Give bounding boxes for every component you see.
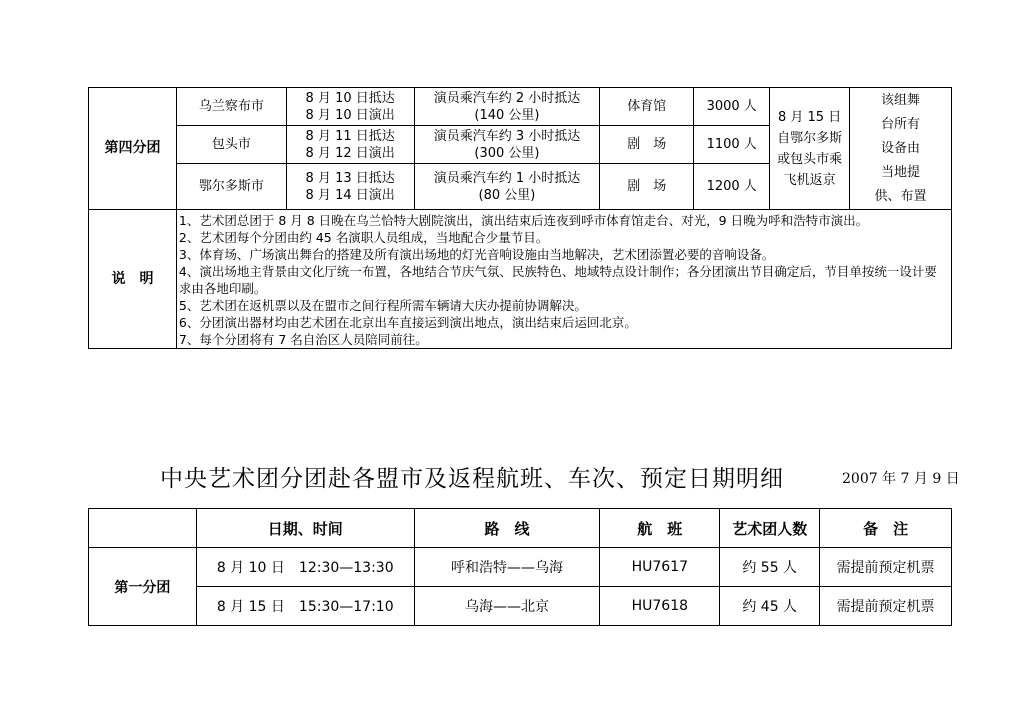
date-cell xyxy=(286,88,414,126)
capacity-cell: 1200 人 xyxy=(694,164,770,210)
travel-distance: (140 公里) xyxy=(474,107,540,123)
travel-cell xyxy=(414,126,600,164)
equipment-line: 台所有 xyxy=(881,116,921,132)
travel-cell xyxy=(414,164,600,210)
travel-text: 演员乘汽车约 2 小时抵达 xyxy=(433,90,581,106)
table-row xyxy=(89,548,952,587)
header-cell xyxy=(89,509,197,548)
equipment-cell xyxy=(850,88,952,210)
count-cell: 约 45 人 xyxy=(720,587,820,626)
return-line: 或包头市乘 xyxy=(777,151,843,167)
venue-cell: 剧 场 xyxy=(600,126,694,164)
return-line: 飞机返京 xyxy=(783,172,836,188)
show-date: 8 月 12 日演出 xyxy=(305,145,395,161)
table-row xyxy=(89,88,952,126)
date-cell xyxy=(286,126,414,164)
note-item: 2、艺术团每个分团由约 45 名演职人员组成，当地配合少量节目。 xyxy=(178,230,549,245)
route-cell: 乌海——北京 xyxy=(414,587,600,626)
table-row xyxy=(89,587,952,626)
return-line: 8 月 15 日 xyxy=(778,109,842,125)
notes-row xyxy=(89,210,952,349)
capacity-cell: 1100 人 xyxy=(694,126,770,164)
flight-cell: HU7617 xyxy=(600,548,720,587)
travel-text: 演员乘汽车约 3 小时抵达 xyxy=(433,128,581,144)
travel-cell xyxy=(414,88,600,126)
note-item: 5、艺术团在返机票以及在盟市之间行程所需车辆请大庆办提前协调解决。 xyxy=(178,298,587,313)
equipment-line: 该组舞 xyxy=(881,92,921,108)
header-cell: 艺术团人数 xyxy=(720,509,820,548)
city-cell: 乌兰察布市 xyxy=(176,88,286,126)
heading-date: 2007 年 7 月 9 日 xyxy=(842,471,960,487)
travel-distance: (300 公里) xyxy=(474,145,540,161)
note-item: 7、每个分团将有 7 名自治区人员陪同前往。 xyxy=(178,332,428,347)
date-cell xyxy=(286,164,414,210)
page-title: 中央艺术团分团赴各盟市及返程航班、车次、预定日期明细 xyxy=(160,466,784,492)
show-date: 8 月 10 日演出 xyxy=(305,107,395,123)
count-cell: 约 55 人 xyxy=(720,548,820,587)
equipment-line: 当地提 xyxy=(881,164,921,180)
header-cell: 路 线 xyxy=(414,509,600,548)
schedule-table-group4 xyxy=(88,87,952,349)
equipment-line: 供、布置 xyxy=(874,188,927,204)
note-item: 1、艺术团总团于 8 月 8 日晚在乌兰恰特大剧院演出，演出结束后连夜到呼市体育馆走台、对光，9 日晚为呼和浩特市演出。 xyxy=(178,213,869,228)
note-item: 6、分团演出器材均由艺术团在北京出车直接运到演出地点，演出结束后运回北京。 xyxy=(178,315,637,330)
city-cell: 鄂尔多斯市 xyxy=(176,164,286,210)
capacity-cell: 3000 人 xyxy=(694,88,770,126)
venue-cell: 体育馆 xyxy=(600,88,694,126)
header-cell: 备 注 xyxy=(820,509,952,548)
equipment-line: 设备由 xyxy=(881,140,921,156)
datetime-cell: 8 月 15 日 15:30—17:10 xyxy=(196,587,414,626)
heading xyxy=(160,460,960,500)
header-cell: 航 班 xyxy=(600,509,720,548)
note-cell: 需提前预定机票 xyxy=(820,548,952,587)
table-header-row xyxy=(89,509,952,548)
city-cell: 包头市 xyxy=(176,126,286,164)
datetime-cell: 8 月 10 日 12:30—13:30 xyxy=(196,548,414,587)
arrive-date: 8 月 11 日抵达 xyxy=(305,128,395,144)
route-cell: 呼和浩特——乌海 xyxy=(414,548,600,587)
return-cell xyxy=(770,88,850,210)
note-item: 3、体育场、广场演出舞台的搭建及所有演出场地的灯光音响设施由当地解决，艺术团添置必要的音响设备。 xyxy=(178,247,775,262)
notes-label: 说 明 xyxy=(89,210,177,349)
note-cell: 需提前预定机票 xyxy=(820,587,952,626)
flight-cell: HU7618 xyxy=(600,587,720,626)
arrive-date: 8 月 10 日抵达 xyxy=(305,90,395,106)
travel-distance: (80 公里) xyxy=(478,187,536,203)
notes-cell xyxy=(176,210,951,349)
note-item: 4、演出场地主背景由文化厅统一布置，各地结合节庆气氛、民族特色、地域特点设计制作；各分团演出节目确定后，节目单按统一设计要求由各地印刷。 xyxy=(178,264,937,296)
return-line: 自鄂尔多斯 xyxy=(777,130,843,146)
show-date: 8 月 14 日演出 xyxy=(305,187,395,203)
header-cell: 日期、时间 xyxy=(196,509,414,548)
arrive-date: 8 月 13 日抵达 xyxy=(305,170,395,186)
group-label: 第四分团 xyxy=(89,88,177,210)
group-label: 第一分团 xyxy=(89,548,197,626)
travel-text: 演员乘汽车约 1 小时抵达 xyxy=(433,170,581,186)
flight-table xyxy=(88,508,952,626)
venue-cell: 剧 场 xyxy=(600,164,694,210)
